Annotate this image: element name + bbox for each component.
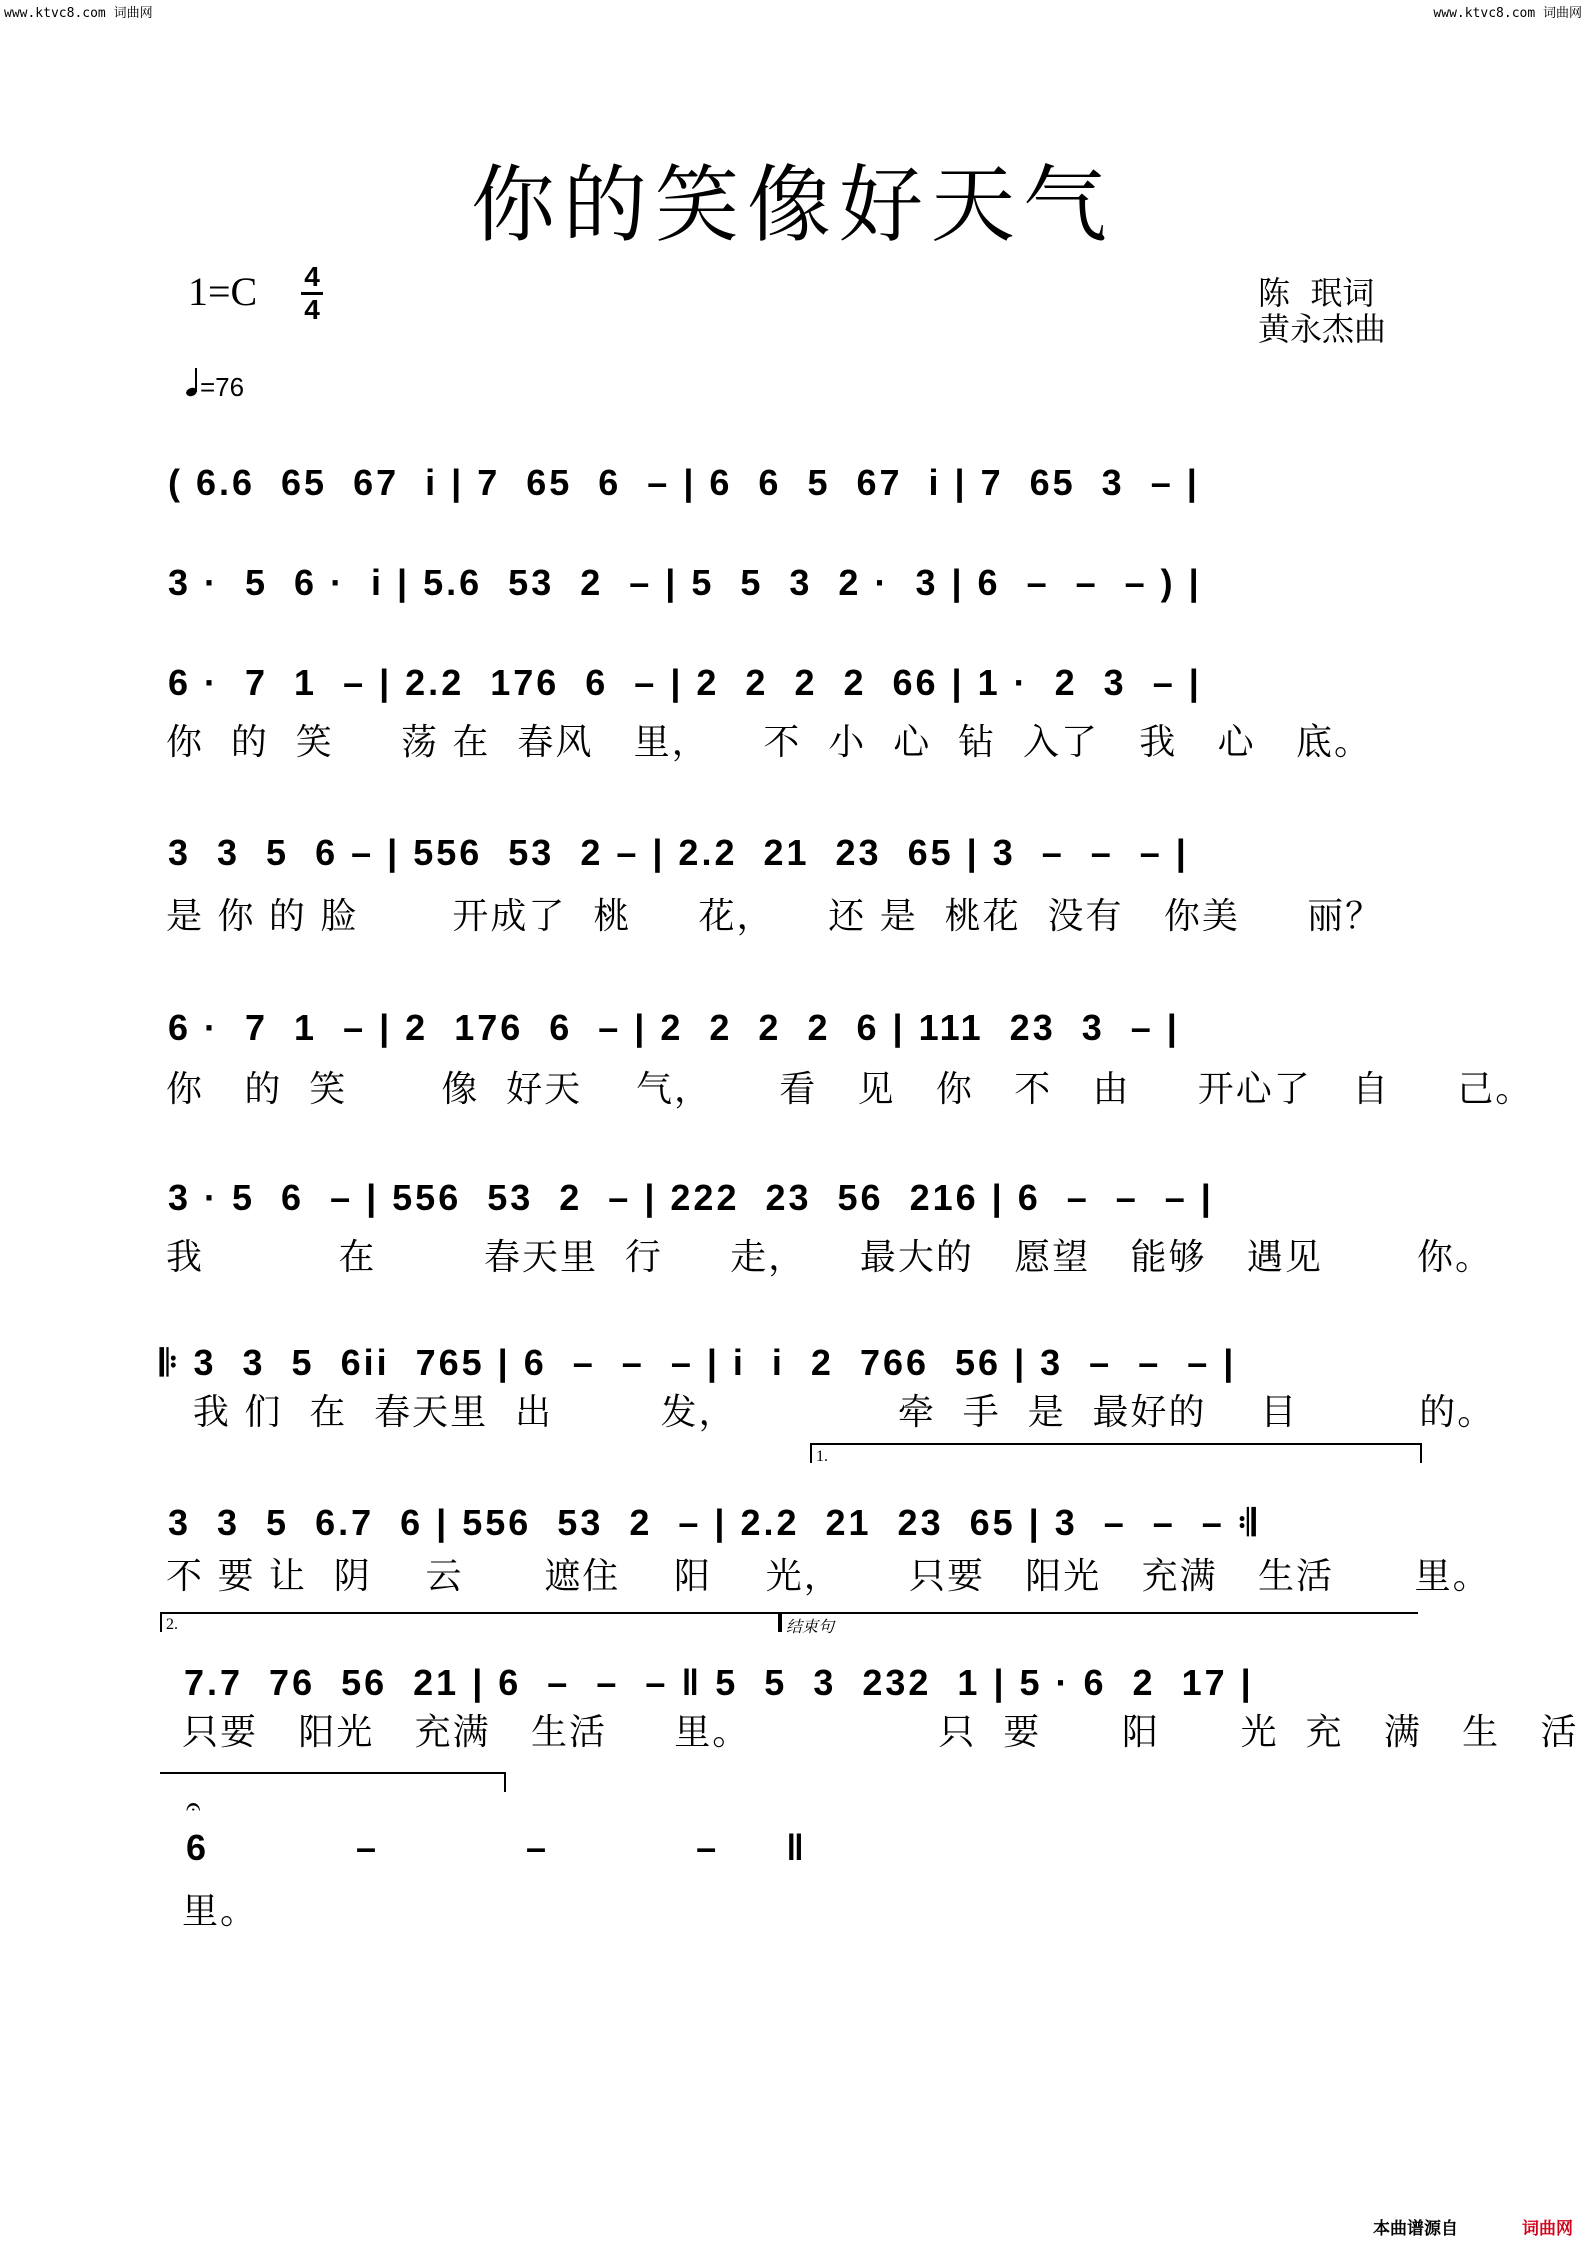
- score-row-lyrics: 你 的 笑 荡 在 春风 里， 不 小 心 钻 入了 我 心 底。: [166, 722, 1372, 763]
- quarter-note-icon: [186, 370, 200, 396]
- score-row-notes: 6 · 7 1 – | 2 176 6 – | 2 2 2 2 6 | 111 23 3 – |: [168, 1007, 1180, 1048]
- score-row-notes: 7.7 76 56 21 | 6 – – – ‖ 5 5 3 232 1 | 5 · 6 2 17 |: [184, 1662, 1254, 1703]
- ending-label: 结束句: [786, 1619, 835, 1636]
- score-row-lyrics: 你 的 笑 像 好天 气， 看 见 你 不 由 开心了 自 己。: [166, 1069, 1534, 1110]
- song-title: 你的笑像好天气: [470, 156, 1115, 254]
- composer-credit: 黄永杰曲: [1258, 310, 1387, 348]
- score-row-lyrics: 我 在 春天里 行 走， 最大的 愿望 能够 遇见 你。: [166, 1237, 1493, 1278]
- time-signature: [300, 262, 324, 325]
- footer-brand: 词曲网: [1522, 2219, 1573, 2239]
- score-row-notes: ( 6.6 65 67 i | 7 65 6 – | 6 6 5 67 i | 7 65 3 – |: [168, 462, 1200, 503]
- score-row-notes: 6 – – – ‖: [186, 1827, 835, 1868]
- watermark-right: www.ktvc8.com 词曲网: [1433, 6, 1582, 21]
- score-row-lyrics: 我 们 在 春天里 出 发， 牵 手 是 最好的 目 的。: [166, 1392, 1496, 1433]
- volta-2-label: 2.: [166, 1616, 178, 1633]
- score-row-lyrics: 是 你 的 脸 开成了 桃 花， 还 是 桃花 没有 你美 丽？: [166, 896, 1384, 937]
- lyricist-credit: 陈 珉词: [1258, 274, 1375, 312]
- tempo-value: =76: [200, 372, 245, 402]
- time-signature-top: 4: [304, 261, 320, 292]
- volta-bracket-2-continued: [160, 1772, 506, 1792]
- key-signature: 1=C: [188, 269, 258, 314]
- score-row-lyrics: 不 要 让 阴 云 遮住 阳 光， 只要 阳光 充满 生活 里。: [166, 1556, 1491, 1597]
- score-row-lyrics: 里。: [182, 1891, 259, 1932]
- fermata-icon: 𝄐: [186, 1792, 201, 1822]
- score-row-notes: 3 · 5 6 – | 556 53 2 – | 222 23 56 216 | 6 – – – |: [168, 1177, 1214, 1218]
- time-signature-bottom: 4: [304, 294, 320, 325]
- tempo-marking: [186, 370, 244, 403]
- credits: [1258, 275, 1386, 347]
- volta-bracket-2: [160, 1612, 780, 1632]
- score-row-notes: 3 3 5 6 – | 556 53 2 – | 2.2 21 23 65 | 3 – – – |: [168, 832, 1189, 873]
- volta-1-label: 1.: [816, 1448, 828, 1465]
- watermark-left: www.ktvc8.com 词曲网: [4, 6, 153, 21]
- score-row-notes: 3 · 5 6 · i | 5.6 53 2 – | 5 5 3 2 · 3 | 6 – – – ) |: [168, 562, 1202, 603]
- score-row-notes: 3 3 5 6.7 6 | 556 53 2 – | 2.2 21 23 65 | 3 – – – 𝄇: [168, 1502, 1259, 1543]
- score-row-notes: 6 · 7 1 – | 2.2 176 6 – | 2 2 2 2 66 | 1 · 2 3 – |: [168, 662, 1202, 703]
- score-row-lyrics: 只要 阳光 充满 生活 里。 只 要 阳 光 充 满 生 活: [182, 1712, 1579, 1753]
- ending-bracket: [780, 1612, 1418, 1632]
- volta-bracket-1: [810, 1443, 1422, 1463]
- score-row-notes: 𝄆 3 3 5 6ii 765 | 6 – – – | i i 2 766 56 | 3 – – – |: [160, 1342, 1237, 1383]
- footer-source-text: 本曲谱源自: [1373, 2219, 1458, 2239]
